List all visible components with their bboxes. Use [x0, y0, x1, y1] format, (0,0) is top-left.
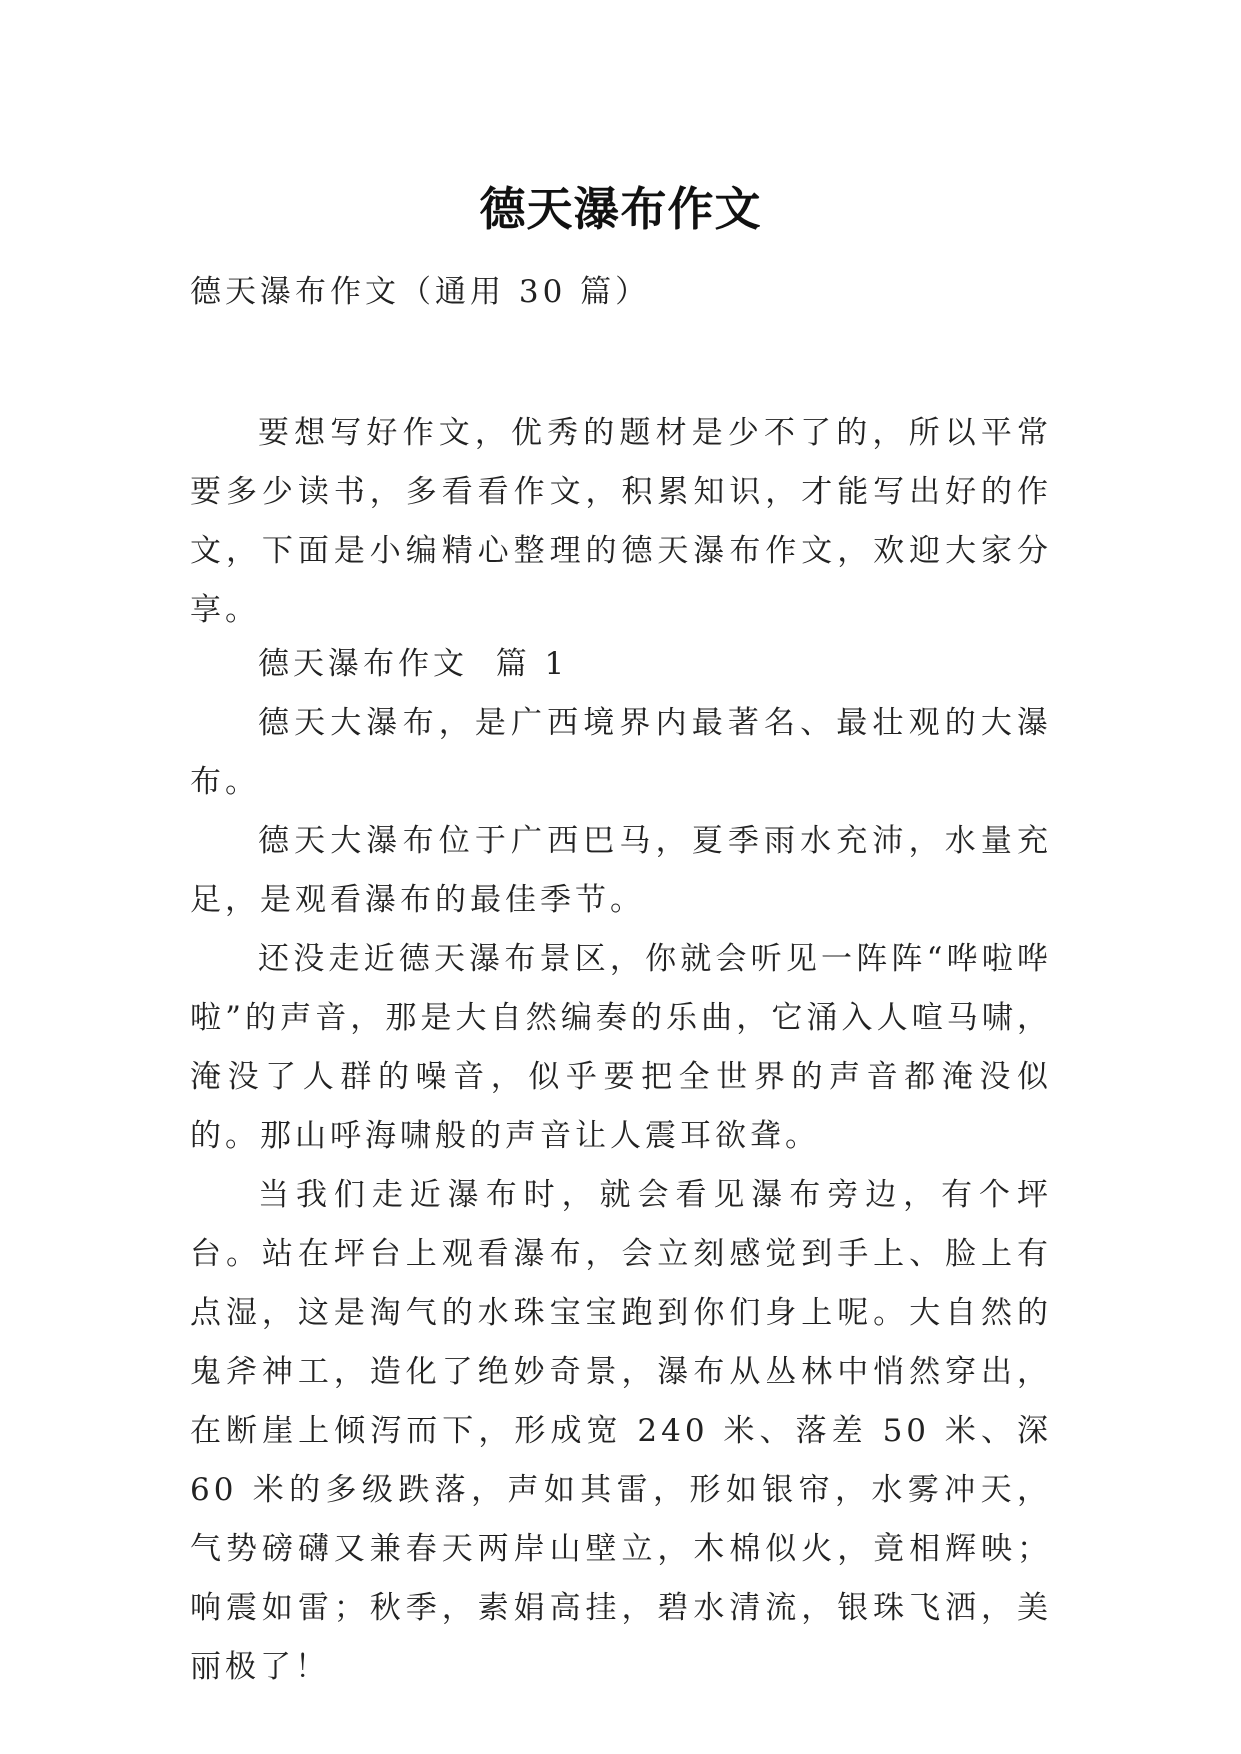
document-subtitle: 德天瀑布作文（通用 30 篇）	[190, 274, 651, 310]
essay-body	[190, 694, 1052, 1697]
document-title: 德天瀑布作文	[479, 181, 762, 236]
body-paragraph: 当我们走近瀑布时，就会看见瀑布旁边，有个坪台。站在坪台上观看瀑布，会立刻感觉到手上、脸上有点湿，这是淘气的水珠宝宝跑到你们身上呢。大自然的鬼斧神工，造化了绝妙奇景，瀑布从丛林中悄然穿出，在断崖上倾泻而下，形成宽 240 米、落差 50 米、深 60 米的多级跌落，声如其雷，形如银帘，水雾冲天，气势磅礴又兼春天两岸山壁立，木棉似火，竟相辉映；响震如雷；秋季，素娟高挂，碧水清流，银珠飞洒，美丽极了！	[190, 1177, 1052, 1685]
body-paragraph: 德天大瀑布位于广西巴马，夏季雨水充沛，水量充足，是观看瀑布的最佳季节。	[190, 823, 1052, 918]
section-heading: 德天瀑布作文 篇 1	[258, 646, 569, 682]
body-paragraph: 德天大瀑布，是广西境界内最著名、最壮观的大瀑布。	[190, 705, 1052, 800]
intro-paragraph: 要想写好作文，优秀的题材是少不了的，所以平常要多少读书，多看看作文，积累知识，才能写出好的作文，下面是小编精心整理的德天瀑布作文，欢迎大家分享。	[190, 415, 1052, 628]
body-paragraph: 还没走近德天瀑布景区，你就会听见一阵阵“哗啦哗啦”的声音，那是大自然编奏的乐曲，它涌入人喧马啸，淹没了人群的噪音，似乎要把全世界的声音都淹没似的。那山呼海啸般的声音让人震耳欲聋。	[190, 941, 1052, 1154]
